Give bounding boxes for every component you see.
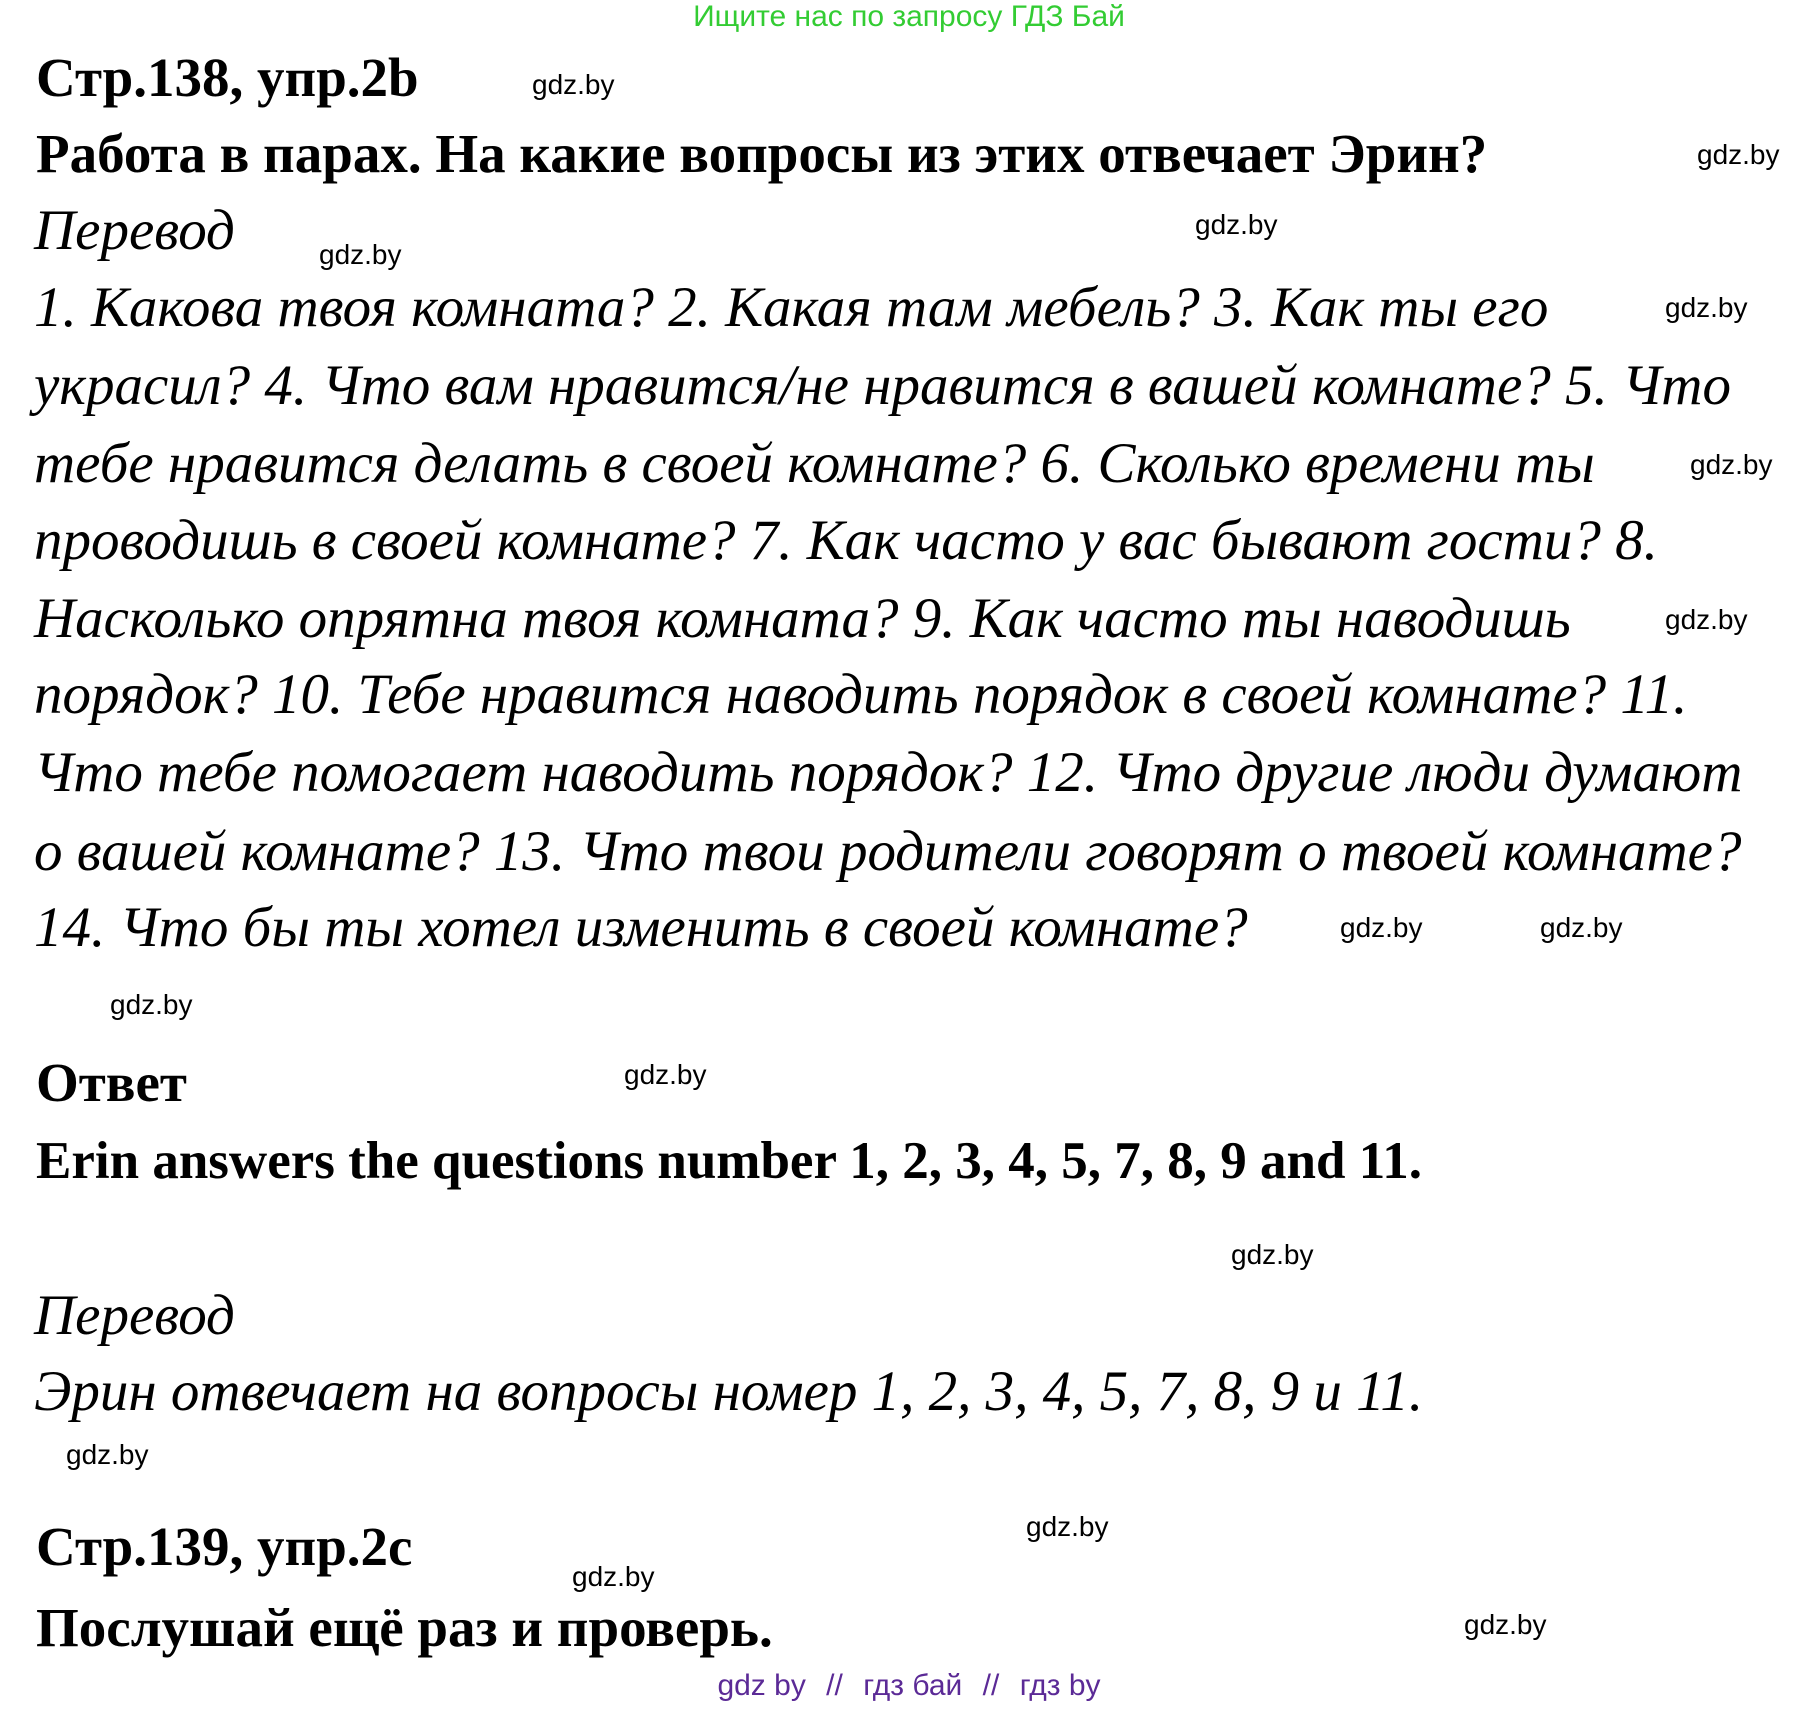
watermark: gdz.by: [624, 1059, 707, 1090]
answer-text: Erin answers the questions number 1, 2, 3, 4, 5, 7, 8, 9 and 11.: [36, 1132, 1423, 1190]
translation-line: украсил? 4. Что вам нравится/не нравится в вашей комнате? 5. Что: [34, 354, 1731, 417]
translation-line: 1. Какова твоя комната? 2. Какая там мебель? 3. Как ты его: [34, 276, 1549, 339]
translation-line: о вашей комнате? 13. Что твои родители говорят о твоей комнате?: [34, 820, 1742, 883]
watermark: gdz.by: [1464, 1609, 1547, 1640]
task-heading-2: Послушай ещё раз и проверь.: [36, 1597, 773, 1658]
watermark: gdz.by: [1690, 449, 1773, 480]
section-title-138: Стр.138, упр.2b: [36, 47, 419, 108]
translation-line: Что тебе помогает наводить порядок? 12. Что другие люди думают: [34, 741, 1743, 804]
answer-label: Ответ: [36, 1052, 187, 1113]
translation-line: тебе нравится делать в своей комнате? 6. Сколько времени ты: [34, 432, 1595, 495]
section-title-139: Стр.139, упр.2c: [36, 1516, 413, 1577]
watermark: gdz.by: [110, 989, 193, 1020]
watermark: gdz.by: [1026, 1511, 1109, 1542]
watermark: gdz.by: [532, 69, 615, 100]
watermark: gdz.by: [319, 239, 402, 270]
watermark: gdz.by: [66, 1439, 149, 1470]
watermark: gdz.by: [1340, 912, 1423, 943]
footer-link-gdz-bai[interactable]: гдз бай: [863, 1669, 963, 1702]
footer-links: [0, 1668, 1818, 1704]
answer-translation: Эрин отвечает на вопросы номер 1, 2, 3, 4, 5, 7, 8, 9 и 11.: [34, 1360, 1424, 1423]
task-heading: Работа в парах. На какие вопросы из этих отвечает Эрин?: [36, 123, 1488, 184]
translation-line: проводишь в своей комнате? 7. Как часто у вас бывают гости? 8.: [34, 509, 1658, 572]
translation-line: порядок? 10. Тебе нравится наводить порядок в своей комнате? 11.: [34, 663, 1688, 726]
translation-label: Перевод: [34, 199, 235, 262]
watermark: gdz.by: [1697, 139, 1780, 170]
watermark: gdz.by: [1195, 209, 1278, 240]
search-banner: Ищите нас по запросу ГДЗ Бай: [693, 0, 1125, 33]
watermark: gdz.by: [1665, 292, 1748, 323]
answer-translation-label: Перевод: [34, 1284, 235, 1347]
footer-link-gdz-by-2[interactable]: гдз by: [1019, 1669, 1101, 1702]
watermark: gdz.by: [1665, 604, 1748, 635]
watermark: gdz.by: [1231, 1239, 1314, 1270]
footer-link-gdz-by[interactable]: gdz by: [717, 1669, 806, 1702]
footer-separator: //: [826, 1669, 843, 1702]
watermark: gdz.by: [1540, 912, 1623, 943]
watermark: gdz.by: [572, 1561, 655, 1592]
footer-separator: //: [982, 1669, 1000, 1702]
translation-line: Насколько опрятна твоя комната? 9. Как часто ты наводишь: [34, 587, 1571, 650]
translation-line: 14. Что бы ты хотел изменить в своей комнате?: [34, 896, 1248, 959]
